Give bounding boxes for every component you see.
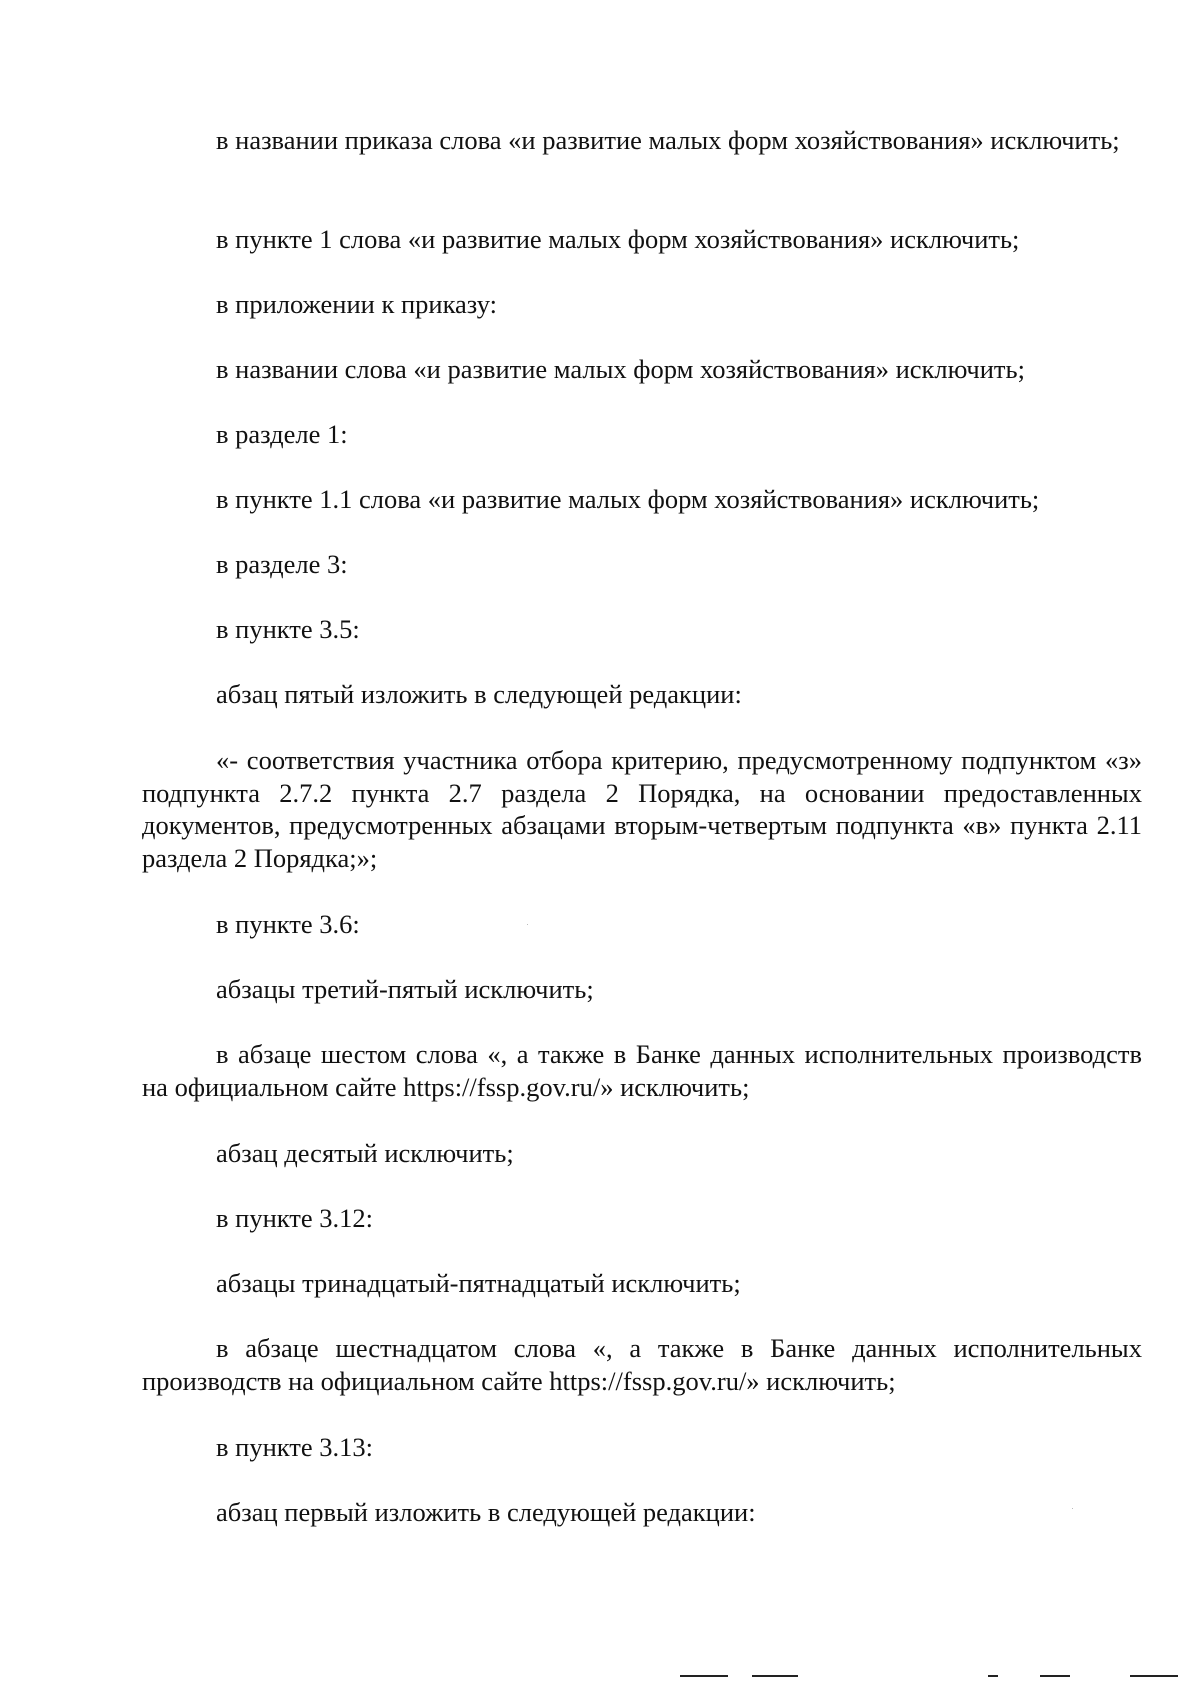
paragraph-point-1-1: в пункте 1.1 слова «и развитие малых форм хозяйствования» исключить; (216, 484, 1040, 514)
scan-artifact (988, 1675, 998, 1677)
paragraph-point-1: в пункте 1 слова «и развитие малых форм хозяйствования» исключить; (216, 224, 1020, 254)
paragraph-appendix: в приложении к приказу: (216, 289, 497, 319)
scan-speck (527, 924, 528, 925)
scan-artifact (1040, 1675, 1070, 1677)
paragraph-point-3-6: в пункте 3.6: (216, 909, 360, 939)
paragraph-point-3-13: в пункте 3.13: (216, 1432, 373, 1462)
paragraph-point-3-12: в пункте 3.12: (216, 1203, 373, 1233)
scan-speck (1072, 1508, 1073, 1509)
paragraph-sixth-fssp: в абзаце шестом слова «, а также в Банке данных исполнительных производств на официальном сайте https://fssp.gov.ru/» исключить; (142, 1039, 1142, 1102)
paragraph-third-fifth-delete: абзацы третий-пятый исключить; (216, 974, 594, 1004)
scan-artifact (680, 1675, 728, 1677)
paragraph-point-3-5: в пункте 3.5: (216, 614, 360, 644)
paragraph-section-1: в разделе 1: (216, 419, 348, 449)
paragraph-title-amendment: в названии приказа слова «и развитие малых форм хозяйствования» исключить; (216, 125, 1120, 155)
paragraph-sixteenth-fssp: в абзаце шестнадцатом слова «, а также в Банке данных исполнительных производств на официальном сайте https://fssp.gov.ru/» исключить; (142, 1333, 1142, 1396)
paragraph-appendix-title: в названии слова «и развитие малых форм хозяйствования» исключить; (216, 354, 1025, 384)
paragraph-first-edit: абзац первый изложить в следующей редакции: (216, 1497, 756, 1527)
paragraph-quoted-criterion: «- соответствия участника отбора критерию, предусмотренному подпунктом «з» подпункта 2.7.2 пункта 2.7 раздела 2 Порядка, на основании предоставленных документов, предусмотренных абзацами вторым-четвертым подпункта «в» пункта 2.11 раздела 2 Порядка;»; (142, 745, 1142, 873)
paragraph-section-3: в разделе 3: (216, 549, 348, 579)
scan-artifact (752, 1675, 798, 1677)
paragraph-tenth-delete: абзац десятый исключить; (216, 1138, 514, 1168)
paragraph-fifth-paragraph-edit: абзац пятый изложить в следующей редакции: (216, 679, 742, 709)
scan-artifact (1130, 1675, 1178, 1677)
paragraph-13-15-delete: абзацы тринадцатый-пятнадцатый исключить; (216, 1268, 741, 1298)
